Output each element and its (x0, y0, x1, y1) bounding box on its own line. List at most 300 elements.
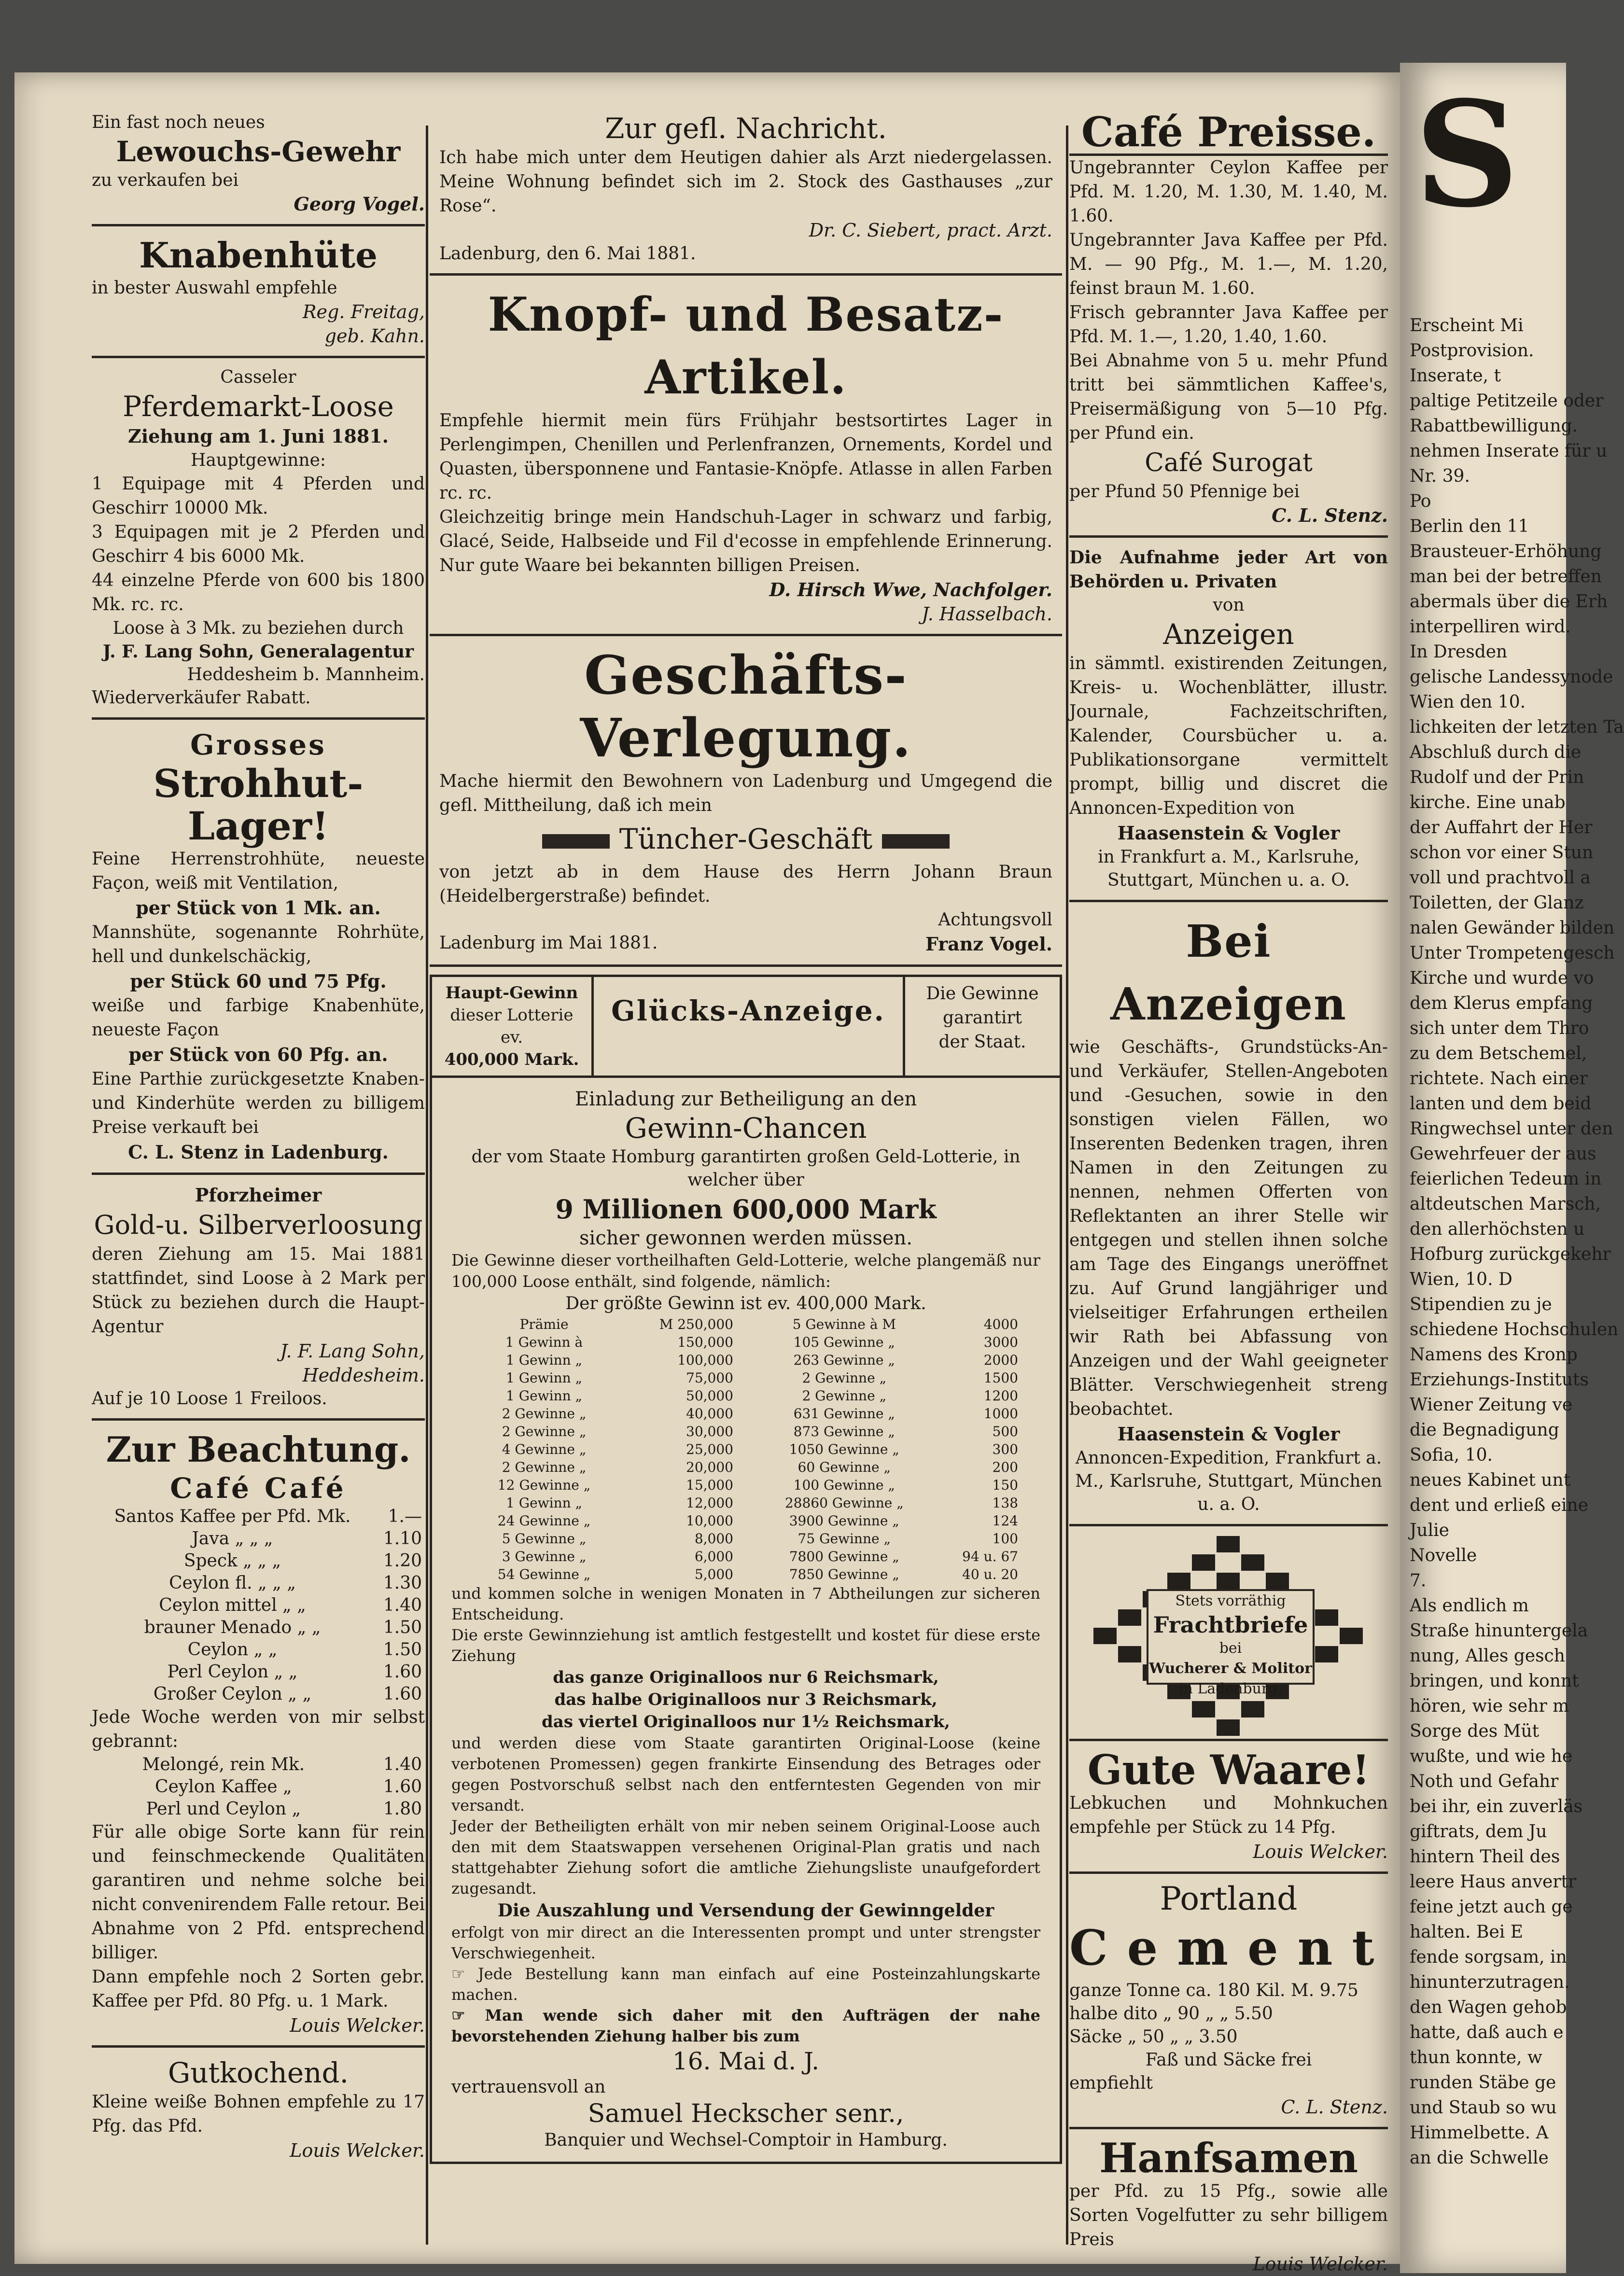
divider (430, 964, 1062, 967)
prize-left-row (471, 1565, 736, 1583)
ad-lottery-box (430, 975, 1062, 2164)
next-page-line: Gewehrfeuer der aus (1410, 1144, 1596, 1164)
buttons-signature-2: J. Hasselbach. (922, 603, 1052, 625)
roast-price-name: Ceylon Kaffee „ (155, 1777, 292, 1797)
roast-price-value: 1.60 (383, 1777, 422, 1797)
prize-right-amount: 4000 (983, 1316, 1018, 1332)
next-page-line: richtete. Nach einer (1410, 1069, 1588, 1089)
fracht-bei: bei (1219, 1640, 1242, 1657)
bei-places: Annoncen-Expedition, Frankfurt a. M., Karlsruhe, Stuttgart, München u. a. O. (1075, 1448, 1382, 1514)
divider (430, 273, 1062, 276)
prize-right-amount: 3000 (983, 1334, 1018, 1350)
coffee-price-row (92, 1661, 425, 1683)
bar-ornament (542, 834, 610, 849)
next-page-line: kirche. Eine unab (1410, 793, 1566, 812)
gun-line-1: Ein fast noch neues (92, 112, 265, 132)
prize-right-label: 631 Gewinne „ (793, 1406, 895, 1422)
divider (1069, 1871, 1388, 1874)
checker-square (1217, 1573, 1240, 1589)
luck-line-9: Die erste Gewinnziehung ist amtlich festgestellt und kostet für diese erste Ziehung (451, 1626, 1040, 1665)
next-page-line: altdeutschen Marsch, (1410, 1194, 1601, 1214)
straw-price-1: per Stück von 1 Mk. an. (136, 897, 381, 919)
next-page-line: hinunterzutragen. (1410, 1972, 1570, 1992)
move-title: Geschäfts-Verlegung. (580, 644, 912, 769)
prize-tables (451, 1315, 1040, 1583)
prize-right-row (756, 1458, 1021, 1476)
masthead-fragment: S (1414, 69, 1519, 239)
next-page-line: schiedene Hochschulen (1410, 1320, 1619, 1340)
prize-right-amount: 200 (992, 1459, 1018, 1475)
frachtbriefe-ornament (1093, 1536, 1364, 1729)
coffee-price-row (92, 1617, 425, 1639)
next-page-line: abermals über die Erh (1410, 592, 1608, 612)
column-rule-2 (1066, 126, 1068, 2245)
ad-bei-anzeigen (1069, 910, 1388, 1516)
buttons-text-1: Empfehle hiermit mein fürs Frühjahr bestsortirtes Lager in Perlengimpen, Chenillen und Perlenfranzen, Ornements, Kordel und Quasten, übersponnene und Fantasie-Knöpfe. Atlasse in allen Farben rc. rc. (439, 411, 1052, 503)
cafe-title: Café Café (170, 1472, 347, 1505)
ad-cement (1069, 1880, 1394, 2119)
coffee-price-name: Großer Ceylon „ „ (153, 1684, 312, 1704)
fracht-firm: Wucherer & Molitor (1149, 1660, 1312, 1677)
checker-square (1192, 1554, 1215, 1571)
prize-right-label: 28860 Gewinne „ (784, 1495, 904, 1511)
next-page-line: paltige Petitzeile oder (1410, 391, 1604, 411)
gold-place: Heddesheim. (302, 1365, 425, 1386)
next-page-line: den Wagen gehob (1410, 1997, 1567, 2017)
prize-left-amount: 10,000 (686, 1513, 733, 1529)
ad-gute-waare (1069, 1746, 1388, 1864)
pointing-hand-icon: ☞ (451, 2006, 485, 2025)
luck-line-17-text: Jede Bestellung kann man einfach auf eine Posteinzahlungskarte machen. (451, 1965, 1041, 2004)
straw-line-9: Eine Parthie zurückgesetzte Knaben- und Kinderhüte werden zu billigem Preise verkauft bei (92, 1069, 425, 1137)
cement-signature: C. L. Stenz. (1281, 2096, 1388, 2118)
straw-price-2: per Stück 60 und 75 Pfg. (130, 970, 387, 992)
coffee-price-list (92, 1506, 425, 1705)
prize-left-row (471, 1315, 736, 1333)
next-page-line: Namens des Kronp (1410, 1345, 1578, 1365)
luck-price-quarter: das viertel Originalloos nur 1½ Reichsmark, (542, 1712, 950, 1731)
checker-square (1093, 1628, 1117, 1644)
next-page-line: Wien den 10. (1410, 692, 1526, 712)
prize-table-left (471, 1315, 736, 1583)
prize-left-row (471, 1458, 736, 1476)
next-page-line: schon vor einer Stun (1410, 843, 1594, 863)
next-page-line: Erziehungs-Instituts (1410, 1370, 1589, 1390)
preisse-line-3: Frisch gebrannter Java Kaffee per Pfd. M. 1.—, 1.20, 1.40, 1.60. (1069, 303, 1388, 347)
prize-right-row (756, 1548, 1021, 1565)
prize-right-label: 263 Gewinne „ (793, 1352, 895, 1368)
prize-right-row (756, 1315, 1021, 1333)
luck-line-20: vertrauensvoll an (451, 2077, 606, 2097)
next-page-line: feine jetzt auch ge (1410, 1897, 1573, 1917)
prize-left-row (471, 1351, 736, 1369)
luck-invite: Einladung zur Betheiligung an den (574, 1088, 917, 1110)
lottery-box-body (432, 1078, 1060, 2162)
lottery-prize-3: 44 einzelne Pferde von 600 bis 1800 Mk. rc. rc. (92, 571, 425, 614)
next-page-line: Brausteuer-Erhöhung (1410, 542, 1602, 561)
next-page-line: Rudolf und der Prin (1410, 768, 1584, 787)
prize-right-amount: 300 (992, 1441, 1018, 1457)
prize-right-amount: 500 (992, 1424, 1018, 1439)
prize-right-row (756, 1565, 1021, 1583)
gold-text: deren Ziehung am 15. Mai 1881 stattfindet, sind Loose à 2 Mark per Stück zu beziehen durch die Haupt-Agentur (92, 1244, 425, 1337)
next-page-line: Noth und Gefahr (1410, 1772, 1559, 1791)
ad-cafe-preisse (1069, 108, 1388, 528)
next-page-line: neues Kabinet unt (1410, 1470, 1571, 1490)
coffee-price-value: 1.50 (383, 1618, 422, 1637)
cafe-signature: Louis Welcker. (290, 2015, 425, 2036)
coffee-price-value: 1.20 (383, 1551, 422, 1571)
luck-chances: Gewinn-Chancen (625, 1112, 867, 1145)
next-page-line: Toiletten, der Glanz (1410, 893, 1584, 913)
move-text-2: von jetzt ab in dem Hause des Herrn Johann Braun (Heidelbergerstraße) befindet. (439, 862, 1052, 906)
divider (430, 634, 1062, 636)
prize-right-label: 75 Gewinne „ (798, 1531, 891, 1547)
prize-left-amount: 6,000 (694, 1549, 733, 1564)
lottery-place: Heddesheim b. Mannheim. (187, 665, 425, 684)
fracht-place: in Ladenburg. (1178, 1680, 1283, 1697)
pointing-hand-icon: ☞ (451, 1965, 478, 1983)
luck-deadline: 16. Mai d. J. (672, 2047, 820, 2075)
next-page-line: Als endlich m (1410, 1596, 1529, 1616)
ad-cafe-welcker (92, 1428, 425, 2038)
next-page-line: Erscheint Mi (1410, 316, 1524, 335)
next-page-line: nalen Gewänder bilden (1410, 918, 1615, 938)
next-page-line: der Auffahrt der Her (1410, 818, 1593, 838)
hats-signature: Reg. Freitag, (302, 301, 425, 322)
ad-buttons (430, 283, 1062, 626)
bar-ornament (882, 834, 950, 849)
prize-left-row (471, 1440, 736, 1458)
prize-left-amount: 100,000 (677, 1352, 733, 1368)
head-left-2: dieser Lotterie ev. (450, 1005, 574, 1047)
move-trade: Tüncher-Geschäft (619, 823, 873, 855)
prize-right-label: 873 Gewinne „ (793, 1424, 895, 1439)
head-right-2: garantirt (942, 1008, 1022, 1028)
prize-right-amount: 100 (992, 1531, 1018, 1547)
checker-square (1340, 1628, 1363, 1644)
head-left-1: Haupt-Gewinn (445, 983, 578, 1003)
prize-right-amount: 40 u. 20 (962, 1566, 1018, 1582)
prize-left-amount: 5,000 (694, 1566, 733, 1582)
prize-table-right (756, 1315, 1021, 1583)
divider (92, 1173, 425, 1175)
checker-square (1167, 1573, 1190, 1589)
gun-line-3: zu verkaufen bei (92, 170, 239, 190)
coffee-price-value: 1.30 (383, 1573, 422, 1593)
prize-right-row (756, 1405, 1021, 1423)
gun-title: Lewouchs-Gewehr (116, 135, 401, 168)
luck-line-18 (451, 2005, 1040, 2047)
luck-line-8: und kommen solche in wenigen Monaten in 7 Abtheilungen zur sicheren Entscheidung. (451, 1584, 1040, 1623)
next-page-line: Ringwechsel unter den (1410, 1119, 1613, 1139)
next-page-line: lichkeiten der letzten Ta (1410, 717, 1624, 737)
cement-price-1: ganze Tonne ca. 180 Kil. M. 9.75 (1069, 1981, 1358, 2000)
prize-left-label: 1 Gewinn „ (506, 1370, 583, 1386)
gute-title: Gute Waare! (1087, 1746, 1370, 1794)
next-page-line: leere Haus anvertr (1410, 1872, 1577, 1892)
roast-price-list (92, 1754, 425, 1820)
next-page-line: und Staub so wu (1410, 2098, 1557, 2118)
next-page-line: hatte, daß auch e (1410, 2023, 1564, 2042)
luck-line-14: Jeder der Betheiligten erhält von mir neben seinem Original-Loose auch den mit dem Staatswappen versehenen Original-Plan gratis und nach stattgehabter Ziehung sofort die amtliche Ziehungsliste unaufgefordert zugesandt. (451, 1817, 1040, 1898)
lottery-date: Ziehung am 1. Juni 1881. (128, 425, 389, 447)
prize-left-amount: 20,000 (686, 1459, 733, 1475)
next-page-edge (1400, 63, 1624, 2273)
prize-left-row (471, 1512, 736, 1530)
move-text-1: Mache hiermit den Bewohnern von Ladenburg und Umgegend die gefl. Mittheilung, daß ich mein (439, 771, 1052, 815)
move-footer (439, 932, 1052, 957)
next-page-line: interpelliren wird. (1410, 617, 1571, 637)
next-page-line: Himmelbette. A (1410, 2123, 1549, 2143)
checker-square (1315, 1609, 1338, 1626)
coffee-price-value: 1.60 (383, 1684, 422, 1704)
next-page-line: 7. (1410, 1571, 1427, 1591)
coffee-price-value: 1.60 (383, 1662, 422, 1682)
move-regards: Achtungsvoll (938, 910, 1052, 930)
ad-gold-lottery (92, 1183, 425, 1410)
prize-left-amount: 30,000 (686, 1424, 733, 1439)
cafe-guarantee: Für alle obige Sorte kann für rein und feinschmeckende Qualitäten garantiren und nehme solche bei nicht convenirendem Falle retour. Bei Abnahme von 2 Pfd. entsprechend billiger. (92, 1822, 425, 1963)
prize-left-label: 3 Gewinne „ (502, 1549, 587, 1564)
luck-price-whole: das ganze Originalloos nur 6 Reichsmark, (553, 1668, 939, 1687)
divider (1069, 1739, 1388, 1741)
prize-right-row (756, 1351, 1021, 1369)
ads-text: in sämmtl. existirenden Zeitungen, Kreis- u. Wochenblätter, illustr. Journale, Fachzeitschriften, Kalender, Coursbücher u. a. Publikationsorgane vermittelt prompt, billig und discret die Annoncen-Expedition von (1069, 654, 1388, 818)
gold-freeloos: Auf je 10 Loose 1 Freiloos. (92, 1389, 327, 1409)
next-page-line: Berlin den 11 (1410, 517, 1529, 536)
luck-line-17 (451, 1964, 1040, 2005)
prize-right-label: 105 Gewinne „ (793, 1334, 895, 1350)
next-page-line: hören, wie sehr m (1410, 1696, 1569, 1716)
coffee-price-row (92, 1550, 425, 1572)
cement-price-3: Säcke „ 50 „ „ 3.50 (1069, 2027, 1238, 2047)
next-page-line: voll und prachtvoll a (1410, 868, 1591, 888)
luck-line-6: Die Gewinne dieser vortheilhaften Geld-Lotterie, welche plangemäß nur 100,000 Loose enthält, sind folgende, nämlich: (451, 1251, 1040, 1291)
next-page-line: Rabattbewilligung. (1410, 416, 1578, 436)
next-page-line: man bei der betreffen (1410, 567, 1602, 586)
prize-left-amount: 150,000 (677, 1334, 733, 1350)
next-page-line: gelische Landessynode (1410, 667, 1613, 687)
coffee-price-value: 1.10 (383, 1529, 422, 1549)
prize-left-row (471, 1405, 736, 1423)
cement-line-6: Faß und Säcke frei (1145, 2050, 1312, 2070)
coffee-price-name: Ceylon fl. „ „ „ (169, 1573, 296, 1593)
divider (92, 224, 425, 226)
prize-right-amount: 94 u. 67 (962, 1549, 1018, 1564)
next-page-line: Kirche und wurde vo (1410, 968, 1594, 988)
lottery-prize-1: 1 Equipage mit 4 Pferden und Geschirr 10000 Mk. (92, 474, 425, 518)
beans-title: Gutkochend. (168, 2056, 349, 2089)
next-page-line: den allerhöchsten u (1410, 1219, 1585, 1239)
prize-left-label: 1 Gewinn „ (506, 1388, 583, 1404)
roast-price-row (92, 1754, 425, 1776)
roast-price-value: 1.40 (383, 1755, 422, 1774)
prize-left-amount: 12,000 (686, 1495, 733, 1511)
gold-agent: J. F. Lang Sohn, (280, 1340, 425, 1362)
next-page-line: Unter Trompetengesch (1410, 943, 1615, 963)
prize-right-row (756, 1387, 1021, 1405)
lottery-prizes-heading: Hauptgewinne: (190, 450, 326, 470)
box-header-title: Glücks-Anzeige. (611, 994, 885, 1027)
coffee-price-value: 1.40 (383, 1595, 422, 1615)
prize-left-amount: 25,000 (686, 1441, 733, 1457)
coffee-price-name: brauner Menado „ „ (144, 1618, 321, 1637)
prize-right-row (756, 1440, 1021, 1458)
move-trade-line (439, 822, 1052, 856)
ad-beans (92, 2055, 425, 2163)
straw-title: Strohhut-Lager! (153, 761, 364, 849)
gold-title: Gold-u. Silberverloosung (94, 1210, 423, 1240)
beans-signature: Louis Welcker. (290, 2140, 425, 2161)
prize-left-label: 2 Gewinne „ (502, 1459, 587, 1475)
preisse-line-2: Ungebrannter Java Kaffee per Pfd. M. — 90 Pfg., M. 1.—, M. 1.20, feinst braun M. 1.60. (1069, 230, 1388, 298)
next-page-line: bringen, und konnt (1410, 1671, 1579, 1691)
newspaper-page (14, 72, 1400, 2275)
luck-line-16: erfolgt von mir direct an die Interessenten prompt und unter strengster Verschwiegenheit. (451, 1923, 1040, 1962)
next-page-line: fende sorgsam, in (1410, 1947, 1567, 1967)
prize-left-amount: 8,000 (694, 1531, 733, 1547)
next-page-line: nung, Alles gesch (1410, 1646, 1565, 1666)
straw-line-3: Feine Herrenstrohhüte, neueste Façon, weiß mit Ventilation, (92, 849, 425, 893)
checker-square (1315, 1646, 1338, 1662)
luck-banker: Samuel Heckscher senr., (588, 2099, 904, 2128)
coffee-price-value: 1.50 (383, 1640, 422, 1660)
next-page-line: zu dem Betschemel, (1410, 1044, 1587, 1063)
hanf-signature: Louis Welcker. (1253, 2253, 1388, 2275)
luck-line-13: und werden diese vom Staate garantirten Original-Loose (keine verbotenen Promessen) gegen frankirte Einsendung des Betrages oder gegen Postvorschuß selbst nach den entferntesten Gegenden von mir versandt. (451, 1734, 1040, 1815)
ad-doctor-notice (430, 111, 1062, 265)
column-right (1069, 108, 1394, 2275)
prize-right-row (756, 1494, 1021, 1512)
next-page-line: Sorge des Müt (1410, 1721, 1540, 1741)
cement-price-2: halbe dito „ 90 „ „ 5.50 (1069, 2004, 1273, 2024)
prize-left-label: 1 Gewinn „ (506, 1352, 583, 1368)
prize-right-amount: 1200 (983, 1388, 1018, 1404)
notice-signature: Dr. C. Siebert, pract. Arzt. (809, 220, 1052, 241)
gute-signature: Louis Welcker. (1253, 1841, 1388, 1862)
prize-left-row (471, 1476, 736, 1494)
ads-agency: Haasenstein & Vogler (1117, 822, 1340, 844)
luck-line-5: sicher gewonnen werden müssen. (579, 1227, 912, 1249)
prize-left-label: 4 Gewinne „ (502, 1441, 587, 1457)
prize-right-label: 1050 Gewinne „ (789, 1441, 899, 1457)
hanf-text: per Pfd. zu 15 Pfg., sowie alle Sorten Vogelfutter zu sehr billigem Preis (1069, 2181, 1388, 2249)
next-page-line: Wien, 10. D (1410, 1270, 1512, 1289)
bei-title: Bei Anzeigen (1110, 915, 1347, 1030)
ad-gun (92, 111, 425, 216)
prize-left-row (471, 1530, 736, 1548)
hats-line-1: in bester Auswahl empfehle (92, 278, 337, 298)
divider (1069, 900, 1388, 902)
checker-square (1217, 1719, 1240, 1736)
ads-places: in Frankfurt a. M., Karlsruhe, Stuttgart, München u. a. O. (1098, 847, 1359, 890)
notice-text: Ich habe mich unter dem Heutigen dahier als Arzt niedergelassen. Meine Wohnung befindet sich im 2. Stock des Gasthauses „zur Rose“. (439, 148, 1052, 216)
luck-payout: Die Auszahlung und Versendung der Gewinngelder (497, 1900, 994, 1921)
prize-right-row (756, 1512, 1021, 1530)
fracht-line-1: Stets vorräthig (1175, 1592, 1286, 1609)
prize-left-label: 54 Gewinne „ (497, 1566, 591, 1582)
straw-line-1: Grosses (190, 728, 326, 761)
next-page-line: Nr. 39. (1410, 466, 1470, 486)
straw-signature: C. L. Stenz in Ladenburg. (128, 1141, 389, 1163)
next-page-line: Hofburg zurückgekehr (1410, 1244, 1611, 1264)
prize-right-row (756, 1530, 1021, 1548)
coffee-price-name: Santos Kaffee per Pfd. Mk. (114, 1507, 351, 1526)
divider (1069, 535, 1388, 538)
preisse-signature: C. L. Stenz. (1272, 504, 1388, 526)
next-page-line: thun konnte, w (1410, 2048, 1542, 2067)
checker-square (1241, 1554, 1264, 1571)
preisse-line-1: Ungebrannter Ceylon Kaffee per Pfd. M. 1.20, M. 1.30, M. 1.40, M. 1.60. (1069, 158, 1388, 226)
luck-price-half: das halbe Originalloos nur 3 Reichsmark, (554, 1690, 938, 1709)
cafe-attention-title: Zur Beachtung. (106, 1429, 411, 1470)
head-right-1: Die Gewinne (926, 984, 1039, 1004)
cafe-extra: Dann empfehle noch 2 Sorten gebr. Kaffee per Pfd. 80 Pfg. u. 1 Mark. (92, 1967, 425, 2011)
ad-business-move (430, 644, 1062, 957)
next-page-line: giftrats, dem Ju (1410, 1822, 1547, 1842)
next-page-line: Stipendien zu je (1410, 1295, 1552, 1314)
roast-price-row (92, 1798, 425, 1820)
next-page-line: nehmen Inserate für u (1410, 441, 1608, 461)
prize-left-row (471, 1423, 736, 1440)
prize-left-label: 2 Gewinne „ (502, 1424, 587, 1439)
prize-right-label: 60 Gewinne „ (798, 1459, 891, 1475)
coffee-price-value: 1.— (388, 1507, 422, 1526)
gold-line-1: Pforzheimer (195, 1184, 322, 1206)
fracht-title: Frachtbriefe (1153, 1612, 1308, 1638)
next-page-line: Straße hinuntergela (1410, 1621, 1588, 1641)
buttons-signature: D. Hirsch Wwe, Nachfolger. (769, 579, 1052, 600)
next-page-line: halten. Bei E (1410, 1922, 1524, 1942)
coffee-price-name: Speck „ „ „ (183, 1551, 281, 1571)
coffee-price-row (92, 1528, 425, 1550)
prize-right-amount: 2000 (983, 1352, 1018, 1368)
prize-right-label: 2 Gewinne „ (802, 1370, 887, 1386)
roast-price-value: 1.80 (383, 1799, 422, 1819)
next-page-line: In Dresden (1410, 642, 1508, 662)
preisse-line-4: Bei Abnahme von 5 u. mehr Pfund tritt bei sämmtlichen Kaffee's, Preisermäßigung von 5—10 Pfg. per Pfund ein. (1069, 351, 1388, 443)
prize-right-amount: 1000 (983, 1406, 1018, 1422)
prize-right-label: 7800 Gewinne „ (789, 1549, 899, 1564)
column-rule-1 (426, 126, 428, 2245)
coffee-price-row (92, 1639, 425, 1661)
prize-right-row (756, 1333, 1021, 1351)
coffee-price-name: Perl Ceylon „ „ (167, 1662, 298, 1682)
divider (1069, 2127, 1388, 2129)
checker-square (1217, 1536, 1240, 1552)
prize-right-label: 7850 Gewinne „ (789, 1566, 899, 1582)
prize-left-label: 12 Gewinne „ (497, 1477, 591, 1493)
prize-right-row (756, 1423, 1021, 1440)
ad-advertising-agency (1069, 545, 1388, 892)
straw-price-3: per Stück von 60 Pfg. an. (128, 1044, 388, 1065)
next-page-line: lanten und dem beid (1410, 1094, 1592, 1114)
ad-hats (92, 234, 425, 348)
preisse-surogat: Café Surogat (1145, 448, 1313, 477)
cement-line-1: Portland (1160, 1880, 1298, 1917)
prize-left-label: Prämie (519, 1316, 569, 1332)
ad-horse-lottery (92, 366, 425, 710)
prize-right-label: 3900 Gewinne „ (789, 1513, 899, 1529)
hanf-title: Hanfsamen (1099, 2134, 1358, 2182)
buttons-title: Knopf- und Besatz-Artikel. (488, 287, 1004, 405)
straw-line-5: Mannshüte, sogenannte Rohrhüte, hell und dunkelschäckig, (92, 922, 425, 966)
bei-agency: Haasenstein & Vogler (1117, 1423, 1340, 1445)
next-page-line: dem Klerus empfang (1410, 993, 1593, 1013)
prize-left-amount: 50,000 (686, 1388, 733, 1404)
prize-left-amount: 15,000 (686, 1477, 733, 1493)
